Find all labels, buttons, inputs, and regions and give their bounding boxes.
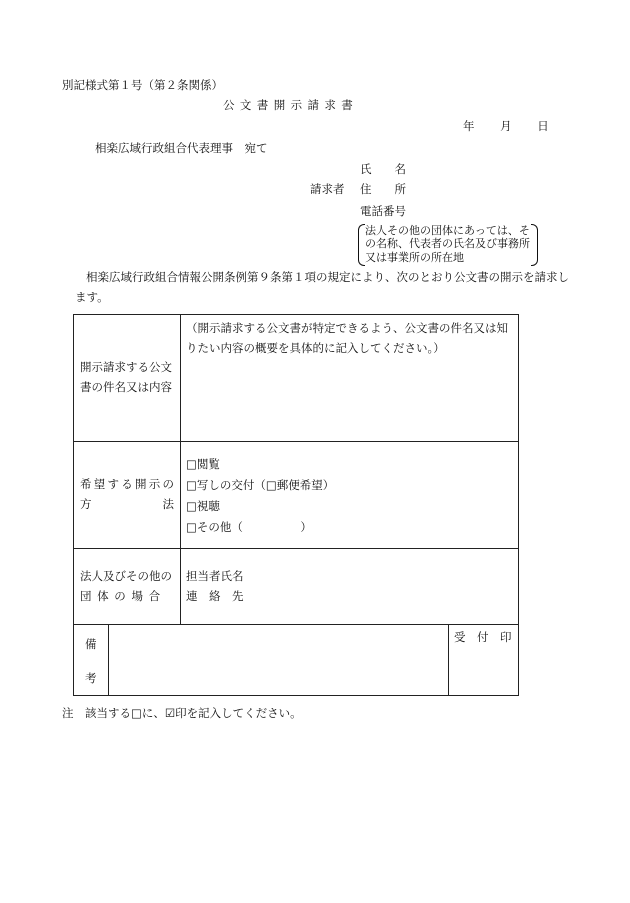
table-border-bottom — [73, 695, 519, 696]
requester-label: 請求者 — [310, 182, 345, 196]
organization-contact — [186, 566, 244, 606]
footnote: 注 該当する□に、☑印を記入してください。 — [62, 706, 302, 720]
address-label: 住 所 — [360, 182, 406, 196]
option-other-checkbox[interactable]: □その他（ ） — [186, 519, 312, 534]
row-divider — [73, 441, 519, 442]
table-border-top — [73, 314, 519, 315]
subject-hint: （開示請求する公文書が特定できるよう、公文書の件名又は知 — [186, 321, 508, 335]
column-divider — [180, 314, 181, 624]
form-number: 別記様式第１号（第２条関係） — [62, 78, 223, 92]
contact-field[interactable]: 連 絡 先 — [186, 589, 244, 604]
table-border-left — [73, 314, 74, 696]
addressee: 相楽広域行政組合代表理事 宛て — [95, 141, 268, 155]
right-bracket — [531, 224, 538, 266]
name-label: 氏 名 — [360, 162, 406, 176]
remarks-label-top: 備 — [85, 637, 97, 651]
option-audiovisual-checkbox[interactable]: □視聴 — [186, 498, 220, 513]
document-title: 公文書開示請求書 — [223, 98, 359, 112]
reception-stamp-label: 受 付 印 — [454, 630, 512, 644]
row-divider — [73, 624, 519, 625]
organization-label: 法人及びその他の 団 体 の 場 合 — [80, 569, 172, 604]
intro-paragraph: 相楽広域行政組合情報公開条例第９条第１項の規定により、次のとおり公文書の開示を請求します。 — [75, 270, 569, 304]
method-options — [186, 454, 334, 538]
option-view-checkbox[interactable]: □閲覧 — [186, 457, 220, 471]
remarks-divider — [108, 624, 109, 695]
contact-person-field[interactable]: 担当者氏名 — [186, 569, 244, 583]
phone-label: 電話番号 — [360, 204, 406, 218]
stamp-divider — [448, 624, 449, 695]
remarks-label-bottom: 考 — [85, 671, 97, 685]
left-bracket — [358, 224, 365, 266]
subject-hint: りたい内容の概要を具体的に記入してください。） — [186, 341, 445, 356]
table-border-right — [518, 314, 519, 696]
option-copy-checkbox[interactable]: □写しの交付（□郵便希望） — [186, 477, 335, 492]
row-divider — [73, 548, 519, 549]
method-label: 希望する開示の 方 法 — [80, 477, 174, 512]
corporate-note: 法人その他の団体にあっては、その名称、代表者の氏名及び事務所又は事業所の所在地 — [365, 224, 530, 264]
date-line: 年 月 日 — [463, 119, 549, 133]
subject-label: 開示請求する公文 書の件名又は内容 — [80, 360, 172, 395]
subject-field[interactable] — [186, 318, 508, 358]
